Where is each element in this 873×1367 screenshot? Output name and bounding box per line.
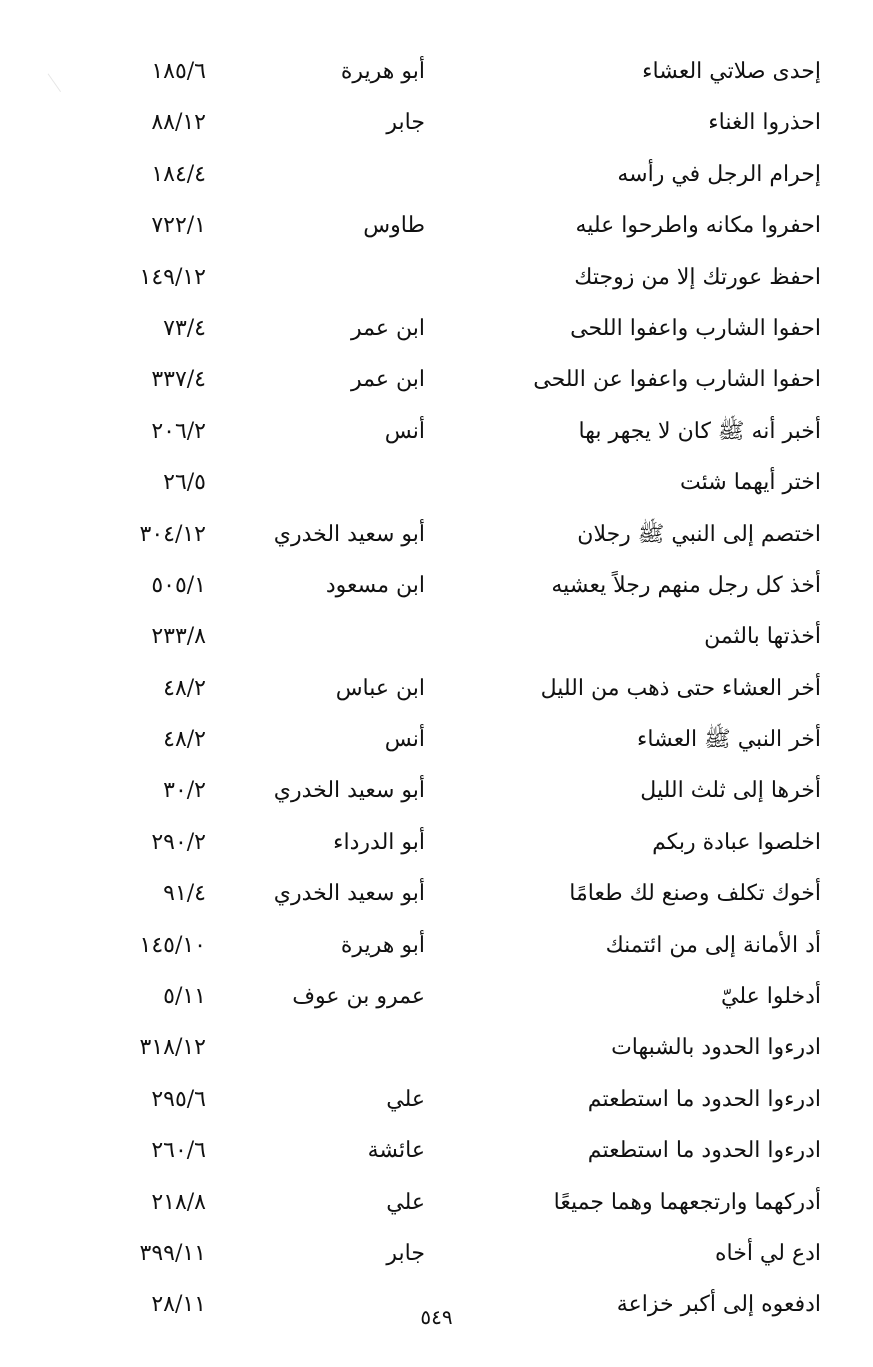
hadith-text: أد الأمانة إلى من ائتمنك	[605, 932, 821, 958]
index-row	[0, 611, 873, 662]
hadith-text: اختصم إلى النبي ﷺ رجلان	[577, 521, 821, 547]
reference-text: ٩١/٤	[163, 881, 206, 907]
index-row	[0, 252, 873, 303]
volume-page-reference	[0, 252, 206, 303]
volume-page-reference	[0, 1177, 206, 1228]
narrator-name: أنس	[384, 418, 425, 444]
reference-text: ١٤٩/١٢	[139, 264, 206, 290]
reference-text: ١٤٥/١٠	[139, 932, 206, 958]
reference-text: ٣١٨/١٢	[139, 1035, 206, 1061]
volume-page-reference	[0, 303, 206, 354]
reference-text: ٢١٨/٨	[151, 1189, 206, 1215]
index-row	[0, 406, 873, 457]
volume-page-reference	[0, 406, 206, 457]
narrator-name: جابر	[386, 1240, 425, 1266]
index-row	[0, 868, 873, 919]
index-row	[0, 200, 873, 251]
narrator-name: أنس	[384, 727, 425, 753]
volume-page-reference	[0, 971, 206, 1022]
hadith-text: احذروا الغناء	[708, 110, 821, 136]
hadith-text: أخبر أنه ﷺ كان لا يجهر بها	[578, 418, 821, 444]
reference-text: ٣٠/٢	[163, 778, 206, 804]
narrator-name: جابر	[386, 110, 425, 136]
narrator-name: طاوس	[363, 213, 425, 239]
page-number: ٥٤٩	[420, 1305, 453, 1329]
volume-page-reference	[0, 200, 206, 251]
volume-page-reference	[0, 868, 206, 919]
index-row	[0, 1022, 873, 1073]
reference-text: ٣٩٩/١١	[139, 1240, 206, 1266]
volume-page-reference	[0, 149, 206, 200]
volume-page-reference	[0, 46, 206, 97]
index-row	[0, 46, 873, 97]
hadith-text: احفوا الشارب واعفوا عن اللحى	[533, 367, 821, 393]
volume-page-reference	[0, 1074, 206, 1125]
reference-text: ٢٦/٥	[163, 470, 206, 496]
hadith-text: أخوك تكلف وصنع لك طعامًا	[569, 881, 821, 907]
index-row	[0, 149, 873, 200]
volume-page-reference	[0, 1228, 206, 1279]
index-row	[0, 1125, 873, 1176]
index-row	[0, 714, 873, 765]
hadith-text: إحدى صلاتي العشاء	[642, 59, 821, 84]
volume-page-reference	[0, 611, 206, 662]
volume-page-reference	[0, 920, 206, 971]
index-row	[0, 765, 873, 816]
hadith-text: اخلصوا عبادة ربكم	[652, 829, 821, 855]
narrator-name: ابن عمر	[351, 367, 425, 393]
hadith-text: ادع لي أخاه	[714, 1240, 821, 1266]
reference-text: ٢٩٠/٢	[151, 829, 206, 855]
narrator-name: أبو سعيد الخدري	[273, 778, 425, 804]
hadith-text: احفوا الشارب واعفوا اللحى	[570, 315, 821, 341]
volume-page-reference	[0, 663, 206, 714]
reference-text: ١٨٤/٤	[151, 161, 206, 187]
index-row	[0, 1074, 873, 1125]
reference-text: ٧٢٢/١	[151, 213, 206, 239]
hadith-text: احفروا مكانه واطرحوا عليه	[575, 213, 821, 239]
hadith-text: ادرءوا الحدود بالشبهات	[611, 1035, 821, 1061]
narrator-name: ابن عباس	[335, 675, 425, 701]
reference-text: ٢٣٣/٨	[151, 624, 206, 650]
hadith-text: احفظ عورتك إلا من زوجتك	[574, 264, 821, 290]
volume-page-reference	[0, 765, 206, 816]
narrator-name: أبو سعيد الخدري	[273, 881, 425, 907]
hadith-text: أخذ كل رجل منهم رجلاً يعشيه	[551, 572, 821, 598]
narrator-name: أبو الدرداء	[333, 829, 425, 855]
volume-page-reference	[0, 1022, 206, 1073]
volume-page-reference	[0, 354, 206, 405]
reference-text: ٥٠٥/١	[151, 572, 206, 598]
reference-text: ٣٠٤/١٢	[139, 521, 206, 547]
narrator-name: أبو سعيد الخدري	[273, 521, 425, 547]
narrator-name: أبو هريرة	[340, 59, 425, 84]
narrator-name: ابن مسعود	[325, 572, 425, 598]
hadith-index-table	[0, 46, 873, 1331]
index-row	[0, 97, 873, 148]
index-row	[0, 1228, 873, 1279]
index-row	[0, 303, 873, 354]
hadith-text: ادرءوا الحدود ما استطعتم	[587, 1086, 821, 1112]
index-row	[0, 560, 873, 611]
reference-text: ٢٨/١١	[151, 1292, 206, 1318]
reference-text: ٢٠٦/٢	[151, 418, 206, 444]
narrator-name: علي	[386, 1189, 425, 1215]
index-row	[0, 920, 873, 971]
volume-page-reference	[0, 714, 206, 765]
index-row	[0, 1177, 873, 1228]
hadith-text: أخرها إلى ثلث الليل	[640, 778, 821, 804]
reference-text: ٥/١١	[163, 984, 206, 1010]
hadith-text: أخر النبي ﷺ العشاء	[637, 727, 821, 753]
hadith-text: أخذتها بالثمن	[704, 624, 821, 650]
index-row	[0, 457, 873, 508]
reference-text: ١٨٥/٦	[151, 59, 206, 84]
reference-text: ٨٨/١٢	[151, 110, 206, 136]
volume-page-reference	[0, 1125, 206, 1176]
reference-text: ٣٣٧/٤	[151, 367, 206, 393]
reference-text: ٤٨/٢	[163, 675, 206, 701]
index-row	[0, 354, 873, 405]
hadith-text: اختر أيهما شئت	[680, 470, 821, 496]
hadith-text: ادفعوه إلى أكبر خزاعة	[616, 1292, 821, 1318]
narrator-name: أبو هريرة	[340, 932, 425, 958]
index-row	[0, 509, 873, 560]
hadith-text: إحرام الرجل في رأسه	[617, 161, 821, 187]
reference-text: ٧٣/٤	[163, 315, 206, 341]
narrator-name: عمرو بن عوف	[292, 984, 425, 1010]
volume-page-reference	[0, 509, 206, 560]
narrator-name: عائشة	[367, 1138, 425, 1164]
reference-text: ٤٨/٢	[163, 727, 206, 753]
hadith-text: أدخلوا عليّ	[720, 984, 821, 1010]
narrator-name: علي	[386, 1086, 425, 1112]
volume-page-reference	[0, 457, 206, 508]
volume-page-reference	[0, 560, 206, 611]
volume-page-reference	[0, 97, 206, 148]
index-row	[0, 663, 873, 714]
hadith-text: أخر العشاء حتى ذهب من الليل	[540, 675, 821, 701]
volume-page-reference	[0, 817, 206, 868]
hadith-text: ادرءوا الحدود ما استطعتم	[587, 1138, 821, 1164]
hadith-text: أدركهما وارتجعهما وهما جميعًا	[553, 1189, 821, 1215]
index-row	[0, 971, 873, 1022]
reference-text: ٢٦٠/٦	[151, 1138, 206, 1164]
reference-text: ٢٩٥/٦	[151, 1086, 206, 1112]
index-row	[0, 817, 873, 868]
narrator-name: ابن عمر	[351, 315, 425, 341]
